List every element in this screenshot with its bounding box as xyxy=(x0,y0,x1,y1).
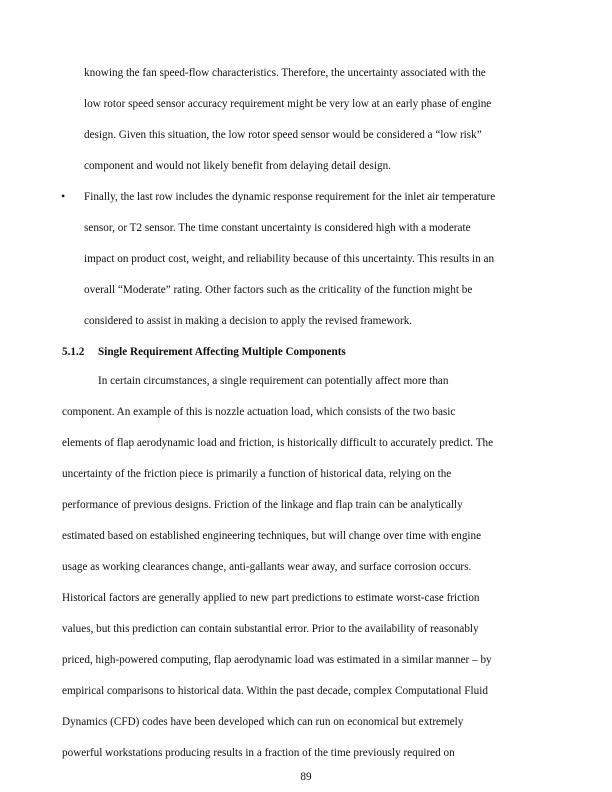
bullet-icon: • xyxy=(61,189,66,203)
body-line-5: performance of previous designs. Friction of the linkage and flap train can be analytically xyxy=(62,499,463,511)
body-line-9: values, but this prediction can contain substantial error. Prior to the availability of reasonably xyxy=(62,623,479,635)
bullet-line-1: Finally, the last row includes the dynamic response requirement for the inlet air temperature xyxy=(84,191,496,203)
body-line-10: priced, high-powered computing, flap aerodynamic load was estimated in a similar manner – by xyxy=(62,654,492,666)
continuation-line-3: design. Given this situation, the low rotor speed sensor would be considered a “low risk” xyxy=(84,129,482,141)
body-line-1: In certain circumstances, a single requirement can potentially affect more than xyxy=(98,375,449,387)
section-heading xyxy=(62,345,346,359)
body-line-8: Historical factors are generally applied to new part predictions to estimate worst-case friction xyxy=(62,592,480,604)
body-line-7: usage as working clearances change, anti-gallants wear away, and surface corrosion occurs. xyxy=(62,561,472,573)
continuation-line-4: component and would not likely benefit from delaying detail design. xyxy=(84,160,391,172)
section-number: 5.1.2 xyxy=(62,346,85,358)
body-line-12: Dynamics (CFD) codes have been developed which can run on economical but extremely xyxy=(62,716,464,728)
section-title: Single Requirement Affecting Multiple Components xyxy=(98,346,346,358)
body-line-11: empirical comparisons to historical data. Within the past decade, complex Computational Fluid xyxy=(62,685,488,697)
bullet-line-3: impact on product cost, weight, and reliability because of this uncertainty. This results in an xyxy=(84,253,495,265)
body-line-6: estimated based on established engineering techniques, but will change over time with engine xyxy=(62,530,482,542)
bullet-line-5: considered to assist in making a decision to apply the revised framework. xyxy=(84,315,413,327)
bullet-line-2: sensor, or T2 sensor. The time constant uncertainty is considered high with a moderate xyxy=(84,222,471,234)
bullet-line-4: overall “Moderate” rating. Other factors such as the criticality of the function might be xyxy=(84,284,473,296)
page-number: 89 xyxy=(300,771,312,783)
body-line-13: powerful workstations producing results in a fraction of the time previously required on xyxy=(62,747,455,759)
body-line-3: elements of flap aerodynamic load and friction, is historically difficult to accurately predict. The xyxy=(62,437,494,449)
continuation-line-1: knowing the fan speed-flow characteristics. Therefore, the uncertainty associated with the xyxy=(84,67,486,79)
body-line-2: component. An example of this is nozzle actuation load, which consists of the two basic xyxy=(62,406,456,418)
body-line-4: uncertainty of the friction piece is primarily a function of historical data, relying on the xyxy=(62,468,452,480)
continuation-line-2: low rotor speed sensor accuracy requirement might be very low at an early phase of engine xyxy=(84,98,492,110)
